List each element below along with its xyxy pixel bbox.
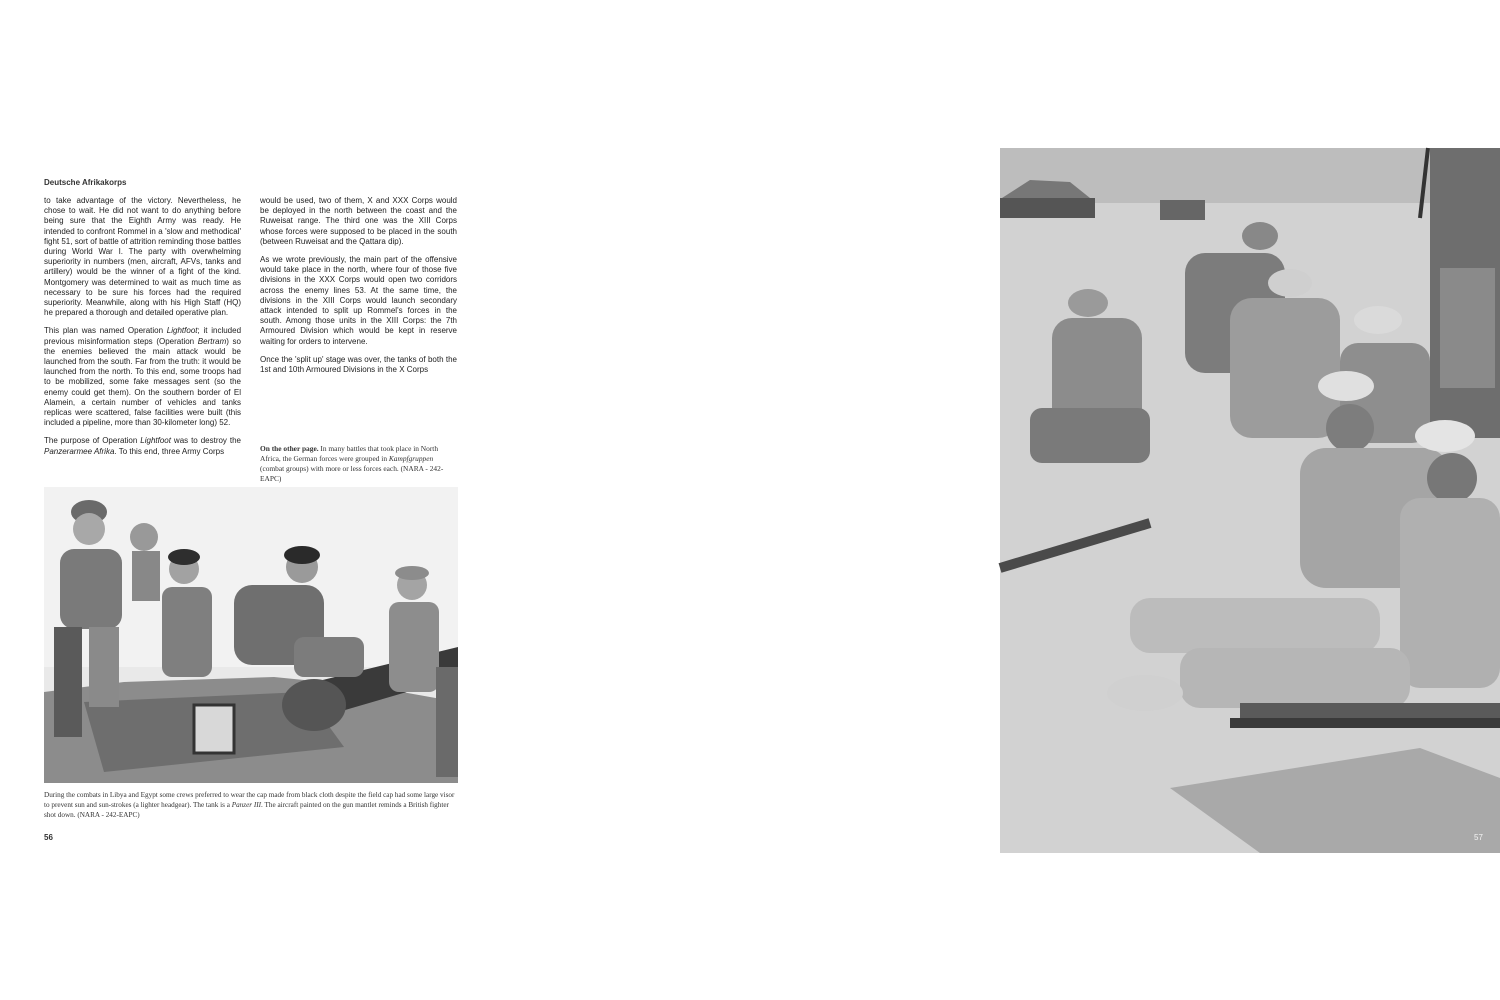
paragraph: to take advantage of the victory. Nevertheless, he chose to wait. He did not want to do anything before being sure that the Eighth Army was ready. He intended to confront Rommel in a 'slow and methodical' fight 51, sort of battle of attrition reminding those battles during World War I. The party with overwhelming superiority in numbers (men, aircraft, AFVs, tanks and artillery) would be the winner of a fight of the kind. Montgomery was determined to wait as much time as necessary to be sure his forces had the required superiority. Meanwhile, along with his High Staff (HQ) he prepared a thorough and detailed operative plan.	[44, 196, 241, 318]
page-number: 56	[44, 833, 53, 842]
paragraph: Once the 'split up' stage was over, the tanks of both the 1st and 10th Armoured Divisions in the X Corps	[260, 354, 457, 375]
page-number: 57	[1474, 833, 1483, 842]
paragraph: As we wrote previously, the main part of the offensive would take place in the north, where four of those five divisions in the XXX Corps would open two corridors across the enemy lines 53. At the same time, the divisions in the XIII Corps would launch secondary attack intended to split up Rommel's forces in the south. Among those units in the XIII Corps: the 7th Armoured Division which would be kept in reserve waiting for orders to intervene.	[260, 255, 457, 346]
paragraph: This plan was named Operation Lightfoot; it included previous misinformation steps (Operation Bertram) so the enemies believed the main attack would be launched from the south. Far from the truth: it would be launched from the north. To this end, some troops had to be mobilized, some fake messages sent (so the enemy could get them). On the southern border of El Alamein, a certain number of vehicles and tanks replicas were scattered, false facilities were built (this included a pipeline, more than 30-kilometer long) 52.	[44, 326, 242, 428]
photo-caption-tank: During the combats in Libya and Egypt some crews preferred to wear the cap made from black cloth despite the field cap had some large visor to prevent sun and sun-strokes (a lighter headgear). The tank is a Panzer III. The aircraft painted on the gun mantlet reminds a British fighter shot down. (NARA - 242-EAPC)	[44, 791, 455, 819]
paragraph: The purpose of Operation Lightfoot was to destroy the Panzerarmee Afrika. To this end, three Army Corps	[44, 436, 241, 456]
afrika-korps-soldiers-photo	[1000, 148, 1500, 853]
tank-crew-photo	[44, 487, 458, 783]
paragraph: would be used, two of them, X and XXX Corps would be deployed in the north between the coast and the Ruweisat range. The third one was the XIII Corps whose forces were supposed to be placed in the south (between Ruweisat and the Qattara dip).	[260, 196, 457, 246]
text-column-1	[44, 196, 241, 465]
left-page	[0, 0, 500, 1000]
photo-caption-other-page: On the other page. In many battles that took place in North Africa, the German forces were grouped in Kampfgruppen (combat groups) with more or less forces each. (NARA - 242-EAPC)	[260, 444, 444, 483]
text-column-2	[260, 196, 457, 383]
right-page	[500, 0, 1483, 1000]
running-head: Deutsche Afrikakorps	[44, 178, 127, 187]
